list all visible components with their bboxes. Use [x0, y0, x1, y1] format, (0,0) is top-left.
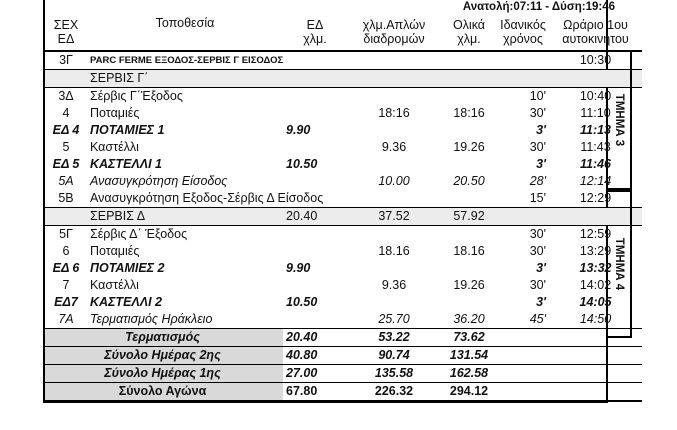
col-location: Τοποθεσία [87, 14, 283, 51]
cell-liaison [347, 88, 441, 106]
summary-row [45, 383, 642, 402]
section-label-3: ΤΜΗΜΑ 3 [608, 50, 632, 190]
cell-sec: 7Α [58, 312, 74, 326]
cell-km: 10.50 [286, 295, 318, 309]
cell-km [283, 88, 347, 106]
cell-liaison: 25.70 [378, 312, 410, 326]
summary-total: 73.62 [441, 329, 497, 347]
cell-total [441, 190, 497, 208]
table-row [45, 122, 642, 139]
summary-empty [497, 365, 642, 383]
table-row [45, 88, 642, 106]
cell-liaison [347, 156, 441, 173]
cell-km [283, 311, 347, 329]
cell-sec: ΕΔ 6 [52, 261, 80, 275]
summary-km: 40.80 [283, 347, 347, 365]
cell-ideal: 3' [536, 261, 546, 275]
cell-schedule: 12:59 [579, 227, 612, 241]
cell-km: 9.90 [286, 123, 311, 137]
table-row [45, 105, 642, 122]
cell-location: ΣΕΡΒΙΣ Δ [87, 208, 283, 226]
summary-row [45, 347, 642, 365]
cell-sec: 3Δ [58, 89, 74, 103]
cell-total: 20.50 [453, 174, 485, 188]
cell-location: Σέρβις Δ΄ Έξοδος [90, 227, 188, 241]
table-row [45, 294, 642, 311]
cell-total [441, 260, 497, 277]
cell-schedule: 11:46 [579, 157, 612, 171]
cell-schedule: 11:43 [580, 140, 611, 154]
col-ideal: Ιδανικός χρόνος [497, 14, 549, 51]
cell-liaison [347, 190, 441, 208]
cell-location: PARC FERME ΕΞΟΔΟΣ-ΣΕΡΒΙΣ Γ ΕΙΣΟΔΟΣ [87, 51, 283, 70]
cell-ideal: 30' [529, 227, 546, 241]
cell-location: Ανασυγκρότηση Εξοδος-Σέρβις Δ Είσοδος [90, 191, 324, 205]
cell-km: 9.90 [286, 261, 311, 275]
summary-liaison: 53.22 [347, 329, 441, 347]
cell-sec [45, 208, 87, 226]
cell-sec: 4 [62, 106, 70, 120]
cell-ideal: 28' [529, 174, 546, 188]
cell-sec: ΕΔ 4 [52, 123, 80, 137]
cell-liaison [347, 70, 441, 88]
cell-total [441, 226, 497, 244]
cell-schedule: 13:32 [579, 261, 612, 275]
cell-ideal: 3' [536, 157, 546, 171]
cell-total: 19.26 [453, 140, 485, 154]
col-sec: ΣΕΧ ΕΔ [45, 14, 87, 51]
cell-liaison [347, 260, 441, 277]
cell-km [283, 226, 347, 244]
cell-schedule: 13:29 [579, 244, 612, 258]
summary-total: 131.54 [441, 347, 497, 365]
summary-km: 67.80 [283, 383, 347, 402]
cell-ideal: 10' [529, 89, 546, 103]
cell-location: Τερματισμός Ηράκλειο [90, 312, 213, 326]
cell-location: Καστέλλι [90, 278, 139, 292]
table-row [45, 156, 642, 173]
cell-location: ΚΑΣΤΕΛΛΙ 2 [90, 295, 162, 309]
table-body [45, 51, 642, 401]
cell-liaison: 10.00 [378, 174, 410, 188]
cell-total: 18.16 [453, 244, 485, 258]
cell-location: Ποταμιές [90, 106, 140, 120]
col-total: Ολικά χλμ. [441, 14, 497, 51]
col-km: ΕΔ χλμ. [283, 14, 347, 51]
cell-ideal: 45' [529, 312, 546, 326]
cell-schedule: 14:02 [579, 278, 612, 292]
cell-km [283, 70, 347, 88]
cell-location: ΣΕΡΒΙΣ Γ΄ [87, 70, 283, 88]
cell-ideal [497, 70, 549, 88]
cell-liaison: 18.16 [378, 244, 410, 258]
table-row [45, 277, 642, 294]
summary-km: 20.40 [283, 329, 347, 347]
cell-km [283, 173, 347, 190]
cell-ideal: 15' [529, 191, 546, 205]
cell-ideal: 30' [529, 140, 546, 154]
cell-ideal: 30' [529, 244, 546, 258]
table-row [45, 208, 642, 226]
cell-km [283, 243, 347, 260]
col-liaison: χλμ.Απλών διαδρομών [347, 14, 441, 51]
cell-ideal [497, 51, 549, 70]
table-row [45, 173, 642, 190]
cell-liaison [347, 122, 441, 139]
cell-total: 57.92 [441, 208, 497, 226]
cell-ideal: 30' [529, 278, 546, 292]
cell-schedule: 14:05 [579, 295, 612, 309]
cell-sec: ΕΔ7 [54, 295, 78, 309]
cell-total [441, 51, 497, 70]
cell-schedule: 14:50 [579, 312, 612, 326]
summary-total: 294.12 [441, 383, 497, 402]
section-label-4: ΤΜΗΜΑ 4 [608, 190, 632, 338]
cell-km [283, 277, 347, 294]
cell-liaison: 9.36 [381, 140, 407, 154]
cell-sec: 5Α [58, 174, 74, 188]
cell-schedule: 10:30 [549, 51, 642, 70]
cell-liaison: 9.36 [381, 278, 407, 292]
table-row [45, 311, 642, 329]
cell-liaison [347, 51, 441, 70]
summary-row [45, 365, 642, 383]
cell-sec: 5Γ [59, 227, 73, 241]
cell-location: ΚΑΣΤΕΛΛΙ 1 [90, 157, 162, 171]
summary-row [45, 329, 642, 347]
table-row [45, 243, 642, 260]
itinerary-table [45, 14, 642, 402]
summary-label: Τερματισμός [45, 329, 283, 347]
cell-total [441, 294, 497, 311]
table-row [45, 190, 642, 208]
cell-sec: 5 [62, 140, 70, 154]
cell-location: Ποταμιές [90, 244, 140, 258]
cell-schedule: 10:40 [579, 89, 612, 103]
summary-label: Σύνολο Αγώνα [45, 383, 283, 402]
cell-liaison [347, 226, 441, 244]
summary-liaison: 135.58 [347, 365, 441, 383]
summary-label: Σύνολο Ημέρας 2ης [45, 347, 283, 365]
summary-empty [497, 347, 642, 365]
cell-total [441, 88, 497, 106]
cell-ideal: 3' [536, 295, 546, 309]
cell-location: ΠΟΤΑΜΙΕΣ 1 [90, 123, 165, 137]
table-row [45, 51, 642, 70]
cell-location: Σέρβις Γ΄Έξοδος [90, 89, 183, 103]
cell-sec: 7 [62, 278, 70, 292]
cell-km: 20.40 [283, 208, 347, 226]
cell-sec: 6 [62, 244, 70, 258]
table-header [45, 14, 642, 51]
cell-total: 18:16 [453, 106, 485, 120]
table-row [45, 139, 642, 156]
summary-label: Σύνολο Ημέρας 1ης [45, 365, 283, 383]
cell-schedule: 11:10 [580, 106, 611, 120]
cell-liaison: 37.52 [347, 208, 441, 226]
cell-km [283, 51, 347, 70]
cell-liaison [347, 294, 441, 311]
cell-schedule: 11:13 [579, 123, 612, 137]
summary-liaison: 90.74 [347, 347, 441, 365]
cell-sec: 3Γ [45, 51, 87, 70]
cell-schedule: 12:14 [579, 174, 612, 188]
cell-location: Καστέλλι [90, 140, 139, 154]
table-row [45, 70, 642, 88]
cell-ideal: 3' [536, 123, 546, 137]
cell-total: 36.20 [453, 312, 485, 326]
cell-liaison: 18:16 [378, 106, 410, 120]
table-row [45, 226, 642, 244]
sunrise-sunset: Ανατολή:07:11 - Δύση:19:46 [462, 1, 615, 13]
cell-total [441, 70, 497, 88]
cell-ideal [497, 208, 549, 226]
cell-total: 19.26 [453, 278, 485, 292]
cell-total [441, 156, 497, 173]
cell-km [283, 105, 347, 122]
summary-total: 162.58 [441, 365, 497, 383]
summary-liaison: 226.32 [347, 383, 441, 402]
cell-sec: 5Β [58, 191, 74, 205]
summary-km: 27.00 [283, 365, 347, 383]
cell-ideal: 30' [529, 106, 546, 120]
cell-sec: ΕΔ 5 [52, 157, 80, 171]
cell-km [283, 139, 347, 156]
cell-schedule: 12:29 [579, 191, 612, 205]
cell-location: ΠΟΤΑΜΙΕΣ 2 [90, 261, 165, 275]
col-schedule: Ωράριο 1ου αυτοκινήτου [549, 14, 642, 51]
summary-empty [497, 383, 642, 402]
cell-total [441, 122, 497, 139]
cell-location: Ανασυγκρότηση Είσοδος [90, 174, 228, 188]
cell-sec [45, 70, 87, 88]
cell-km: 10.50 [286, 157, 318, 171]
table-row [45, 260, 642, 277]
